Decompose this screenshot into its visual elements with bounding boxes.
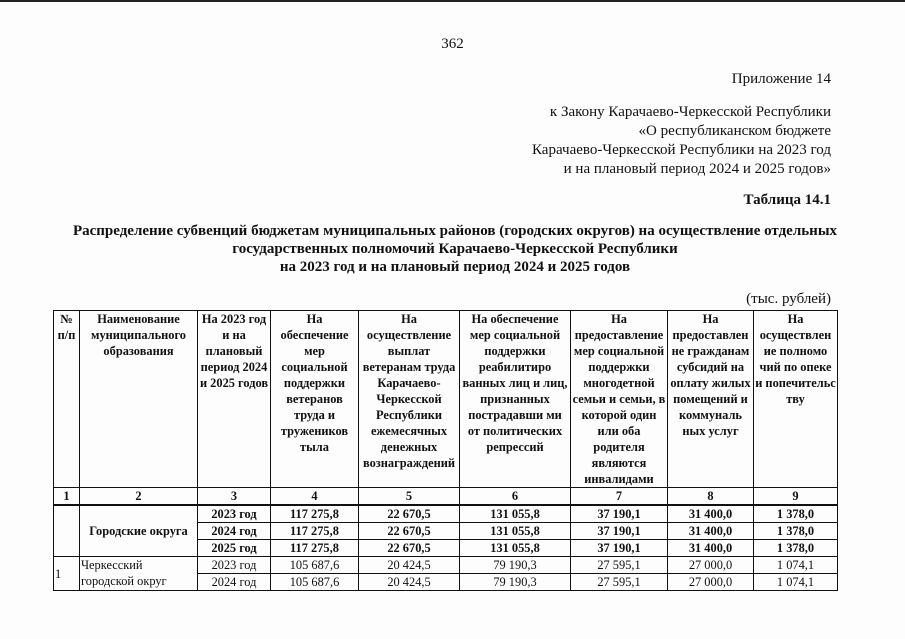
value-cell: 31 400,0 (668, 523, 754, 540)
value-cell: 131 055,8 (460, 540, 571, 557)
column-number: 5 (359, 488, 460, 506)
title-line: на 2023 год и на плановый период 2024 и 2025 годов (279, 259, 631, 275)
page-number: 362 (441, 36, 464, 52)
table-row (54, 505, 838, 523)
year-cell: 2025 год (198, 540, 271, 557)
value-cell: 117 275,8 (271, 523, 359, 540)
value-cell: 37 190,1 (571, 523, 668, 540)
value-cell: 117 275,8 (271, 540, 359, 557)
value-cell: 20 424,5 (359, 557, 460, 574)
header-cell: На обеспечение мер социальной поддержки ветеранов труда и тружеников тыла (271, 311, 359, 488)
units-note: (тыс. рублей) (746, 291, 831, 307)
value-cell: 117 275,8 (271, 505, 359, 523)
value-cell: 27 595,1 (571, 574, 668, 591)
year-cell: 2024 год (198, 523, 271, 540)
value-cell: 22 670,5 (359, 523, 460, 540)
appendix-line: и на плановый период 2024 и 2025 годов» (563, 161, 831, 177)
index-cell: 1 (54, 557, 80, 591)
value-cell: 22 670,5 (359, 505, 460, 523)
column-number: 8 (668, 488, 754, 506)
value-cell: 37 190,1 (571, 540, 668, 557)
appendix-line: к Закону Карачаево-Черкесской Республики (549, 104, 831, 120)
group-name-cell: Городские округа (80, 505, 198, 557)
value-cell: 31 400,0 (668, 540, 754, 557)
value-cell: 27 000,0 (668, 557, 754, 574)
value-cell: 79 190,3 (460, 557, 571, 574)
value-cell: 1 378,0 (754, 540, 838, 557)
appendix-block (532, 70, 831, 179)
year-cell: 2023 год (198, 557, 271, 574)
appendix-gap (532, 89, 831, 103)
table-label: Таблица 14.1 (743, 192, 831, 208)
value-cell: 27 000,0 (668, 574, 754, 591)
value-cell: 131 055,8 (460, 505, 571, 523)
header-cell: Наименование муниципального образования (80, 311, 198, 488)
header-cell: На осуществление выплат ветеранам труда Карачаево-Черкесской Республики ежемесячных денежных вознаграждений (359, 311, 460, 488)
value-cell: 20 424,5 (359, 574, 460, 591)
title-line: государственных полномочий Карачаево-Черкесской Республики (232, 241, 678, 257)
entity-name-cell: Черкесский городской округ (80, 557, 198, 591)
column-number: 7 (571, 488, 668, 506)
index-cell (54, 505, 80, 557)
column-number: 2 (80, 488, 198, 506)
page-top-edge (0, 0, 905, 2)
value-cell: 22 670,5 (359, 540, 460, 557)
header-cell: На предоставлен не гражданам субсидий на оплату жилых помещений и коммуналь ных услуг (668, 311, 754, 488)
value-cell: 1 378,0 (754, 523, 838, 540)
value-cell: 27 595,1 (571, 557, 668, 574)
value-cell: 105 687,6 (271, 574, 359, 591)
header-cell: № п/п (54, 311, 80, 488)
column-number-row (54, 488, 838, 506)
value-cell: 1 074,1 (754, 574, 838, 591)
column-number: 4 (271, 488, 359, 506)
appendix-line: «О республиканском бюджете (638, 123, 831, 139)
header-cell: На 2023 год и на плановый период 2024 и 2025 годов (198, 311, 271, 488)
year-cell: 2023 год (198, 505, 271, 523)
year-cell: 2024 год (198, 574, 271, 591)
column-number: 3 (198, 488, 271, 506)
value-cell: 37 190,1 (571, 505, 668, 523)
document-title (30, 222, 880, 276)
header-row (54, 311, 838, 488)
value-cell: 105 687,6 (271, 557, 359, 574)
value-cell: 131 055,8 (460, 523, 571, 540)
header-cell: На осуществлен ие полномо чий по опеке и попечительс тву (754, 311, 838, 488)
value-cell: 1 378,0 (754, 505, 838, 523)
column-number: 1 (54, 488, 80, 506)
header-cell: На обеспечение мер социальной поддержки реабилитиро ванных лиц и лиц, признанных пострадавши ми от политических репрессий (460, 311, 571, 488)
table-row (54, 557, 838, 574)
value-cell: 1 074,1 (754, 557, 838, 574)
appendix-line: Карачаево-Черкесской Республики на 2023 год (532, 142, 831, 158)
appendix-label: Приложение 14 (731, 71, 831, 87)
subvention-table (53, 310, 838, 591)
column-number: 6 (460, 488, 571, 506)
header-cell: На предоставление мер социальной поддержки многодетной семьи и семьи, в которой один или оба родителя являются инвалидами (571, 311, 668, 488)
column-number: 9 (754, 488, 838, 506)
value-cell: 31 400,0 (668, 505, 754, 523)
value-cell: 79 190,3 (460, 574, 571, 591)
title-line: Распределение субвенций бюджетам муниципальных районов (городских округов) на осуществление отдельных (72, 223, 838, 239)
